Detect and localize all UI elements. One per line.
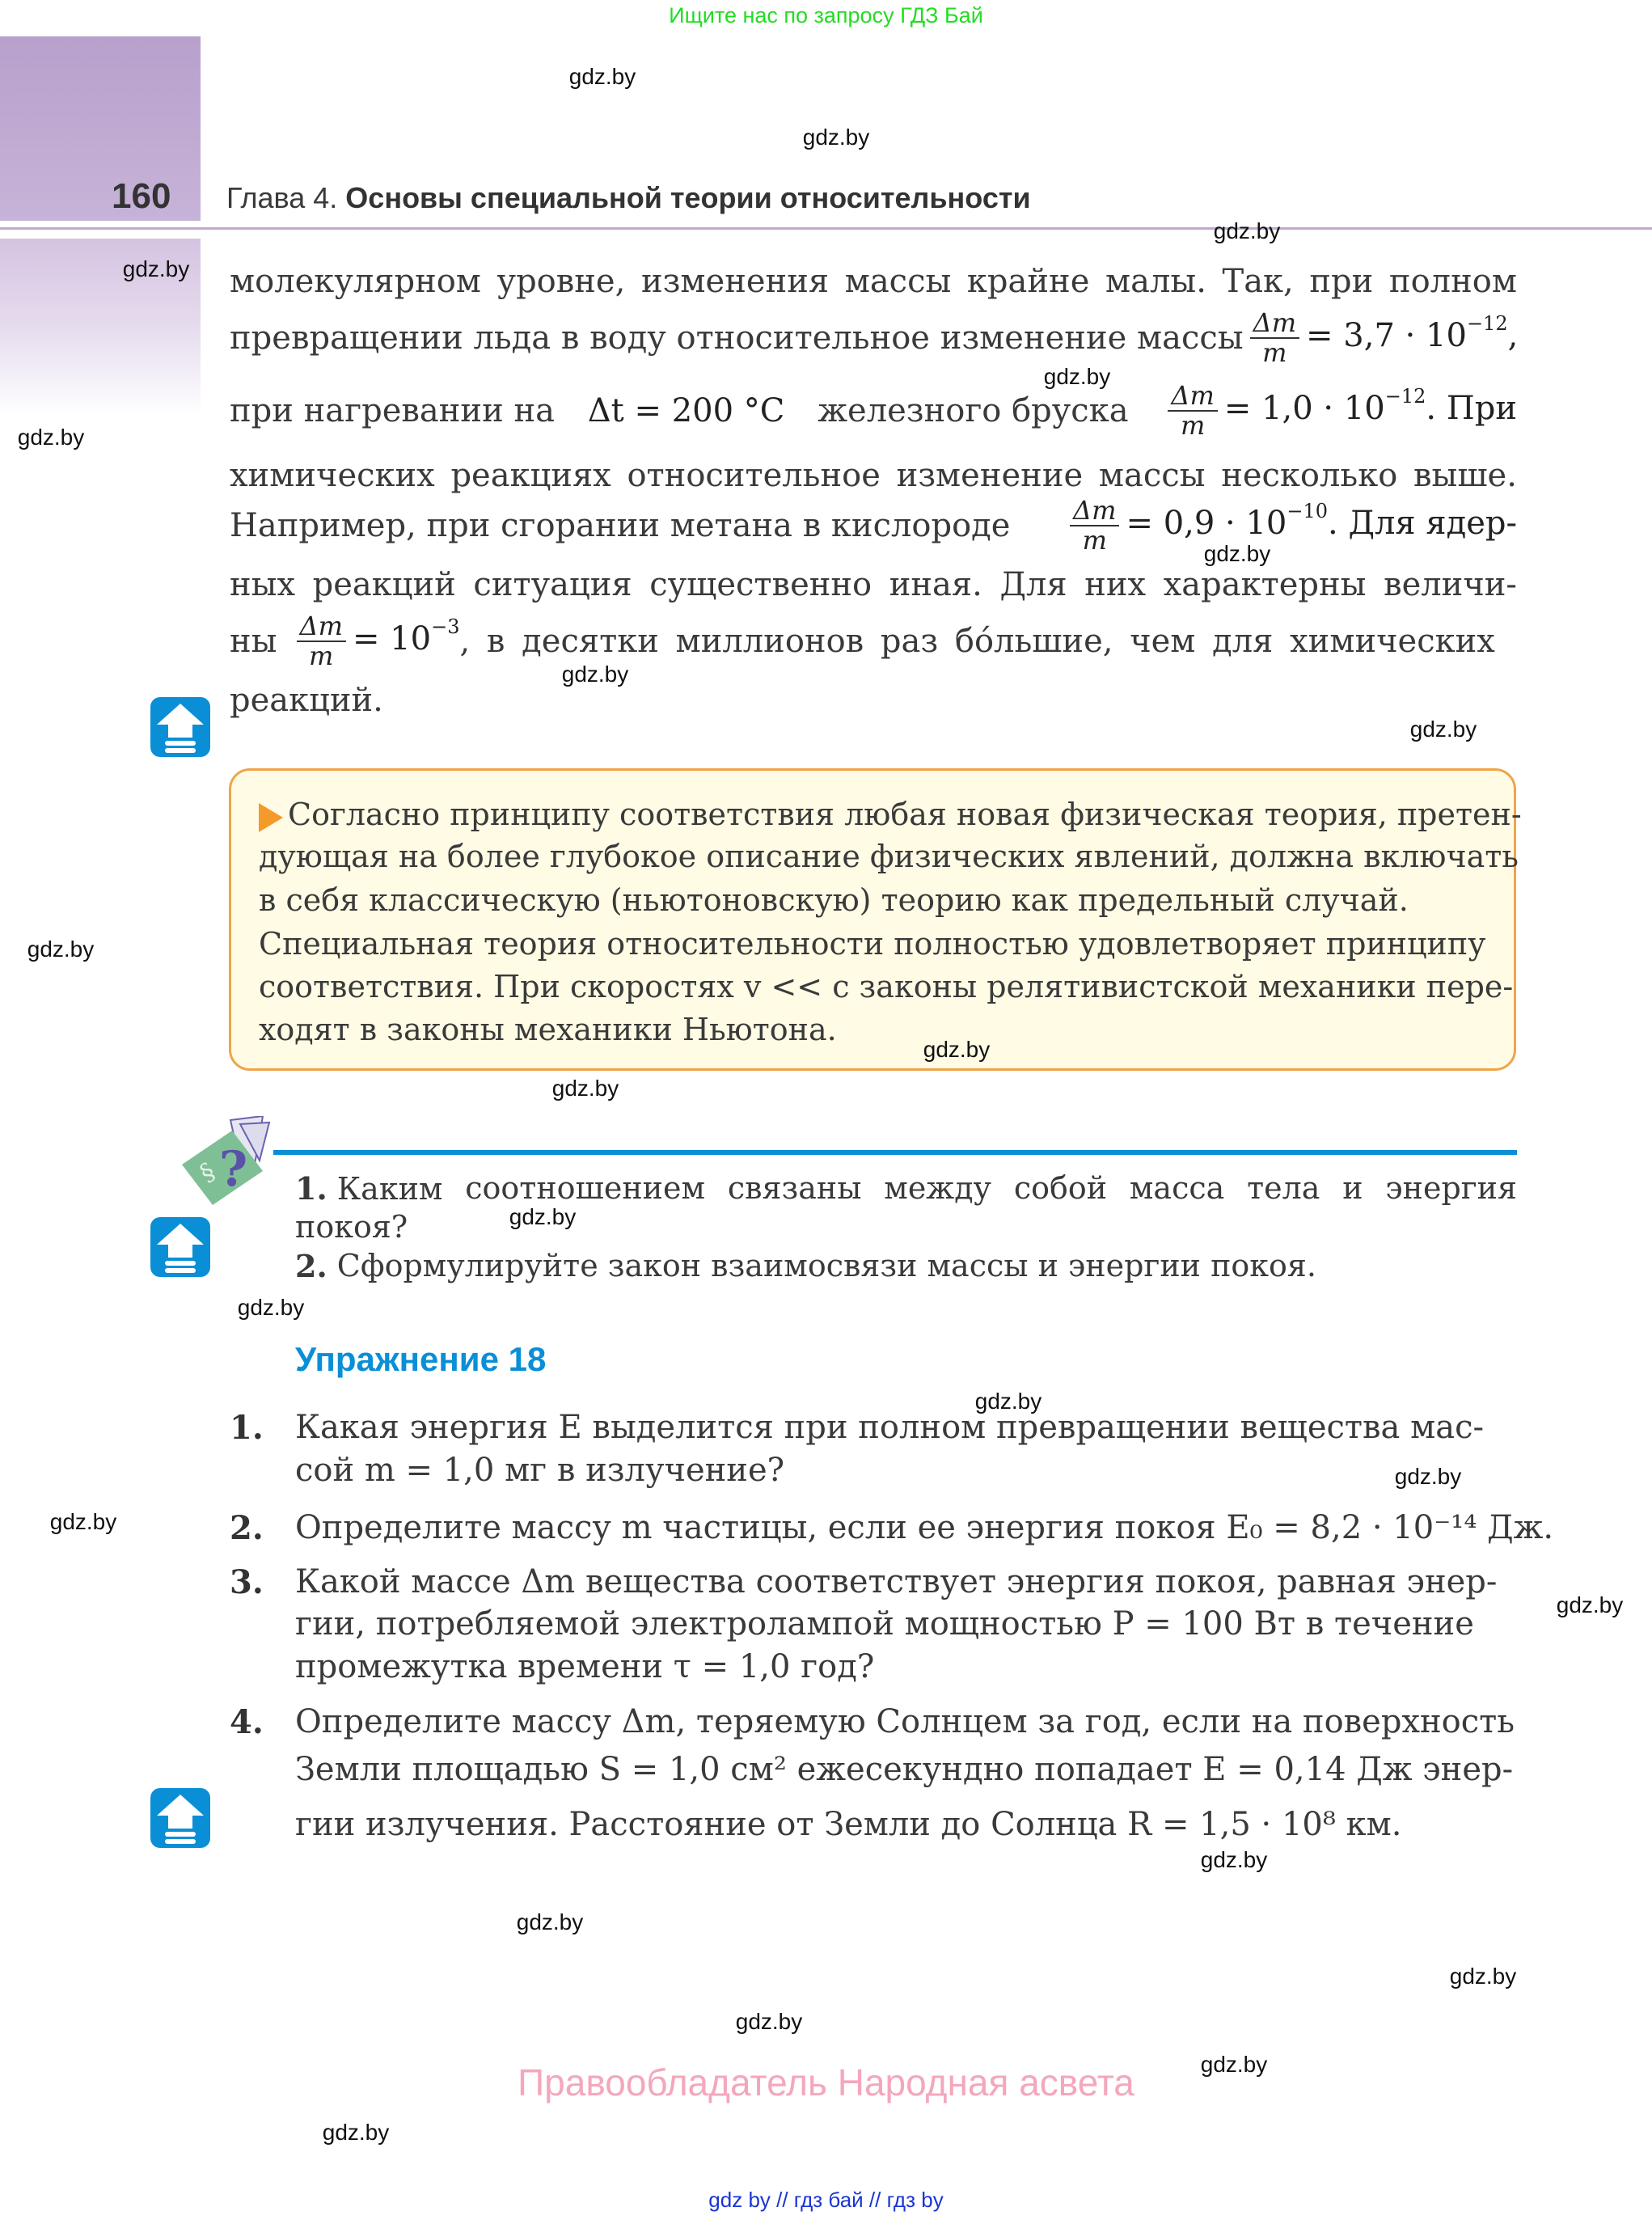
watermark: gdz.by: [1043, 364, 1111, 389]
formula-iron: $\frac{\Delta m}{m}$ = $1,0 \cdot 10^{-12}$. При: [1161, 382, 1517, 440]
watermark: gdz.by: [974, 1389, 1042, 1414]
question-1: 1. Каким соотношением связаны между собой масса тела и энергия: [295, 1170, 1517, 1207]
page-number: 160: [112, 176, 171, 216]
watermark: gdz.by: [551, 1076, 619, 1101]
exercise-3-line-3: промежутка времени τ = 1,0 год?: [295, 1648, 875, 1685]
exercise-4-line-3: гии излучения. Расстояние от Земли до Солнца R = 1,5 · 10⁸ км.: [295, 1806, 1402, 1843]
questions-divider: [273, 1150, 1517, 1155]
up-arrow-icon[interactable]: [150, 1217, 210, 1277]
watermark: gdz.by: [49, 1509, 117, 1534]
exercise-3-line-2: гии, потребляемой электролампой мощностью P = 100 Вт в течение: [295, 1605, 1474, 1643]
exercise-1-line-2: сой m = 1,0 мг в излучение?: [295, 1452, 785, 1489]
note-line-1: Согласно принципу соответствия любая новая физическая теория, претен-: [259, 797, 1488, 832]
watermark: gdz.by: [561, 662, 629, 687]
watermark: gdz.by: [568, 64, 636, 89]
note-line-3: в себя классическую (ньютоновскую) теорию как предельный случай.: [259, 882, 1409, 918]
note-line-4: Специальная теория относительности полностью удовлетворяет принципу: [259, 926, 1486, 962]
exercise-title: Упражнение 18: [295, 1340, 547, 1378]
watermark: gdz.by: [735, 2009, 803, 2034]
watermark: gdz.by: [1409, 717, 1477, 742]
footer-links[interactable]: gdz by // гдз бай // гдз by: [708, 2188, 944, 2212]
watermark: gdz.by: [122, 256, 190, 281]
formula-methane: $\frac{\Delta m}{m}$ = $0,9 \cdot 10^{-10}$. Для ядер-: [1063, 497, 1517, 555]
chapter-name: Основы специальной теории относительности: [345, 181, 1031, 214]
watermark: gdz.by: [1200, 1847, 1268, 1872]
body-line-7: ны $\frac{\Delta m}{m}$ = $10^{-3}$ , в десятки миллионов раз бóльшие, чем для химических: [230, 610, 1495, 671]
watermark: gdz.by: [17, 425, 85, 450]
watermark: gdz.by: [802, 125, 870, 150]
body-line-3: при нагревании на Δt = 200 °C железного бруска $\frac{\Delta m}{m}$ = $1,0 \cdot 10^{-12}$. При: [230, 379, 1517, 441]
watermark: gdz.by: [1200, 2052, 1268, 2077]
watermark: gdz.by: [27, 937, 95, 962]
header-divider: [0, 227, 1652, 230]
watermark: gdz.by: [322, 2120, 390, 2145]
formula-nuclear: $\frac{\Delta m}{m}$ = $10^{-3}$: [290, 612, 460, 670]
watermark: gdz.by: [509, 1204, 577, 1229]
body-line-8: реакций.: [230, 682, 383, 719]
chapter-title: [226, 181, 1031, 215]
up-arrow-icon[interactable]: [150, 1788, 210, 1848]
note-line-6: ходят в законы механики Ньютона.: [259, 1012, 837, 1047]
exercise-4-line-2: Земли площадью S = 1,0 см² ежесекундно попадает E = 0,14 Дж энер-: [295, 1751, 1514, 1788]
watermark: gdz.by: [1394, 1464, 1462, 1489]
search-banner: Ищите нас по запросу ГДЗ Бай: [669, 3, 983, 27]
watermark: gdz.by: [923, 1037, 991, 1062]
watermark: gdz.by: [1203, 541, 1271, 566]
watermark: gdz.by: [1213, 218, 1281, 243]
exercise-4-number: 4.: [230, 1703, 264, 1741]
svg-text:?: ?: [219, 1141, 248, 1198]
paragraph-question-icon: [182, 1116, 279, 1205]
up-arrow-icon[interactable]: [150, 697, 210, 757]
watermark: gdz.by: [237, 1295, 305, 1320]
exercise-3-line-1: Какой массе Δm вещества соответствует энергия покоя, равная энер-: [295, 1563, 1498, 1600]
exercise-1-number: 1.: [230, 1409, 264, 1447]
chapter-prefix: Глава 4.: [226, 181, 338, 214]
body-line-5: Например, при сгорании метана в кислороде $\frac{\Delta m}{m}$ = $0,9 \cdot 10^{-10}$. Для ядер-: [230, 494, 1517, 556]
question-1-cont: покоя?: [295, 1209, 408, 1245]
exercise-4-line-1: Определите массу Δm, теряемую Солнцем за год, если на поверхность: [295, 1703, 1515, 1740]
question-2: 2. Сформулируйте закон взаимосвязи массы и энергии покоя.: [295, 1248, 1316, 1284]
watermark: gdz.by: [1449, 1964, 1517, 1989]
triangle-right-icon: [259, 803, 283, 832]
exercise-1-line-1: Какая энергия E выделится при полном превращении вещества мас-: [295, 1409, 1484, 1446]
formula-ice: $\frac{\Delta m}{m}$ = $3,7 \cdot 10^{-12}$,: [1244, 309, 1519, 367]
body-line-4: химических реакциях относительное изменение массы несколько выше.: [230, 457, 1517, 494]
body-line-6: ных реакций ситуация существенно иная. Для них характерны величи-: [230, 566, 1517, 603]
svg-text:§: §: [195, 1157, 220, 1188]
body-line-1: молекулярном уровне, изменения массы крайне малы. Так, при полном: [230, 263, 1517, 300]
copyright-notice: Правообладатель Народная асвета: [518, 2061, 1134, 2103]
note-line-2: дующая на более глубокое описание физических явлений, должна включать: [259, 839, 1519, 874]
body-line-2: превращении льда в воду относительное изменение массы $\frac{\Delta m}{m}$ = $3,7 \cdot 10^{-12}$,: [230, 307, 1519, 368]
watermark: gdz.by: [516, 1909, 584, 1934]
exercise-2-number: 2.: [230, 1509, 264, 1547]
note-line-5: соответствия. При скоростях v << c законы релятивистской механики пере-: [259, 969, 1514, 1004]
exercise-3-number: 3.: [230, 1563, 264, 1601]
watermark: gdz.by: [1556, 1592, 1624, 1617]
exercise-2-line-1: Определите массу m частицы, если ее энергия покоя E₀ = 8,2 · 10⁻¹⁴ Дж.: [295, 1509, 1554, 1546]
